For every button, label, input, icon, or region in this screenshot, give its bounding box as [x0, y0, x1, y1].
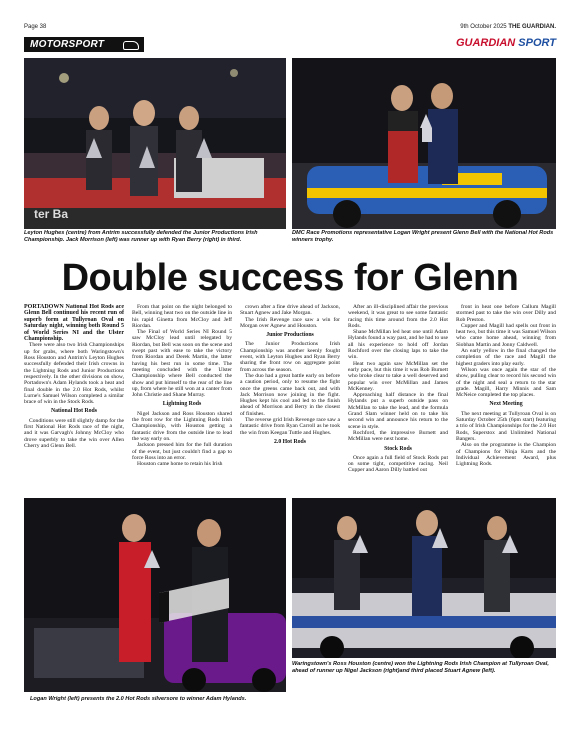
guardian-logo-word: GUARDIAN	[455, 37, 516, 49]
paragraph: Wilson was once again the star of the show, pulling clear to record his second win of the night and seal a return to the star grade. Magill, Harry Minnis and Sam McNeice completed the top places.	[456, 366, 556, 399]
paragraph: An early yellow in the final changed the completion of the race and Magill the highest graders into play early.	[456, 348, 556, 367]
paragraph: There were also two Irish Championships up for grabs, where both Waringstown's Ross Houston and Antrim's Leyton Hughes successfully defended their Irish crowns in the Lightning Rods and Junior Productions respectively. In the other divisions on show, Portadown's Adam Hylands took a heat and final double in the 2.0 Hot Rods, whilst Lurne's Samuel Wilson completed a similar brace of win in the Stock Rods.	[24, 342, 124, 406]
subhead-2-0-hot-rods: 2.0 Hot Rods	[273, 438, 307, 445]
photo-national-hot-rods-trophy	[292, 58, 556, 229]
caption-top-left: Leyton Hughes (centre) from Antrim successfully defended the Junior Productions Irish Championship. Jack Morrison (left) was runner up with Ryan Berry (right) in third.	[24, 230, 258, 243]
subhead-lightning-rods: Lightning Rods	[162, 401, 202, 408]
paragraph: front in heat one before Callum Magill stormed past to take the win over Dilly and Rob Preston.	[456, 304, 556, 323]
paragraph: Once again a full field of Stock Rods put on some tight, competitive racing. Neil Cupper and Aaron Dilly battled out	[348, 454, 448, 474]
paragraph: The Junior Productions Irish Championship was another keenly fought event, with Leyton Hughes and Ryan Berry sharing the front row on aggregate point from across the season.	[240, 341, 340, 373]
article-column-3	[240, 304, 340, 496]
page-number: Page 38	[24, 24, 47, 30]
paragraph: The Final of World Series NI Round 5 saw McCloy lead until relegated by Riordan, but Bell was soon on the scene and swept past with ease to take the victory from Riordan and Derek Martin, the latter having his best run in some time. The meeting concluded with the Ulster Championship where Bell conducted the show and put himself to the rear of the line up, from where he still won at a canter from John Christie and Shane Murray.	[132, 329, 232, 399]
issue-date: 9th October 2025	[460, 24, 507, 30]
motorsport-logo-text: MOTORSPORT	[30, 39, 105, 50]
paragraph: Approaching half distance in the final Hylands put a superb outside pass on McMillan to take the lead, and the formula Grand Slam winner held on to take his second win and announce his return to the scene in style.	[348, 392, 448, 430]
paper-name: THE GUARDIAN.	[508, 24, 556, 30]
car-icon	[123, 41, 139, 50]
article-column-1	[24, 304, 124, 496]
paragraph: After an ill-disciplined affair the previous weekend, it was great to see some fantastic racing this time around from the 2.0 Hot Rods.	[348, 304, 448, 329]
caption-top-right: DMC Race Promotions representative Logan Wright present Glenn Bell with the National Hot Rods winners trophy.	[292, 230, 554, 243]
photo-car-lettering: ter Ba	[34, 207, 69, 221]
photo-junior-productions-podium	[24, 58, 286, 229]
paragraph: Also on the programme is the Champion of Champions for Ninja Karts and the Individual Achievement Award, plus Lightning Rods.	[456, 442, 556, 468]
paragraph: Houston came home to retain his Irish	[137, 461, 223, 468]
paragraph: From that point on the night belonged to Bell, winning heat two on the outside line in his rapid Ginetta from McCloy and Jeff Riordan.	[132, 304, 232, 329]
paragraph: Nigel Jackson and Ross Houston shared the front row for the Lightning Rods Irish Championship, with Houston getting a fantastic drive from the outside line to lead the way early on.	[132, 410, 232, 442]
paragraph: The Irish Revenge race saw a win for Morgan over Agnew and Houston.	[240, 316, 340, 329]
sport-logo-word: SPORT	[518, 37, 556, 49]
article-column-5	[456, 304, 556, 496]
paragraph: Rochford, the impressive Burnett and McMillan were next home.	[348, 429, 448, 443]
caption-bottom-right: Waringstown's Ross Houston (centre) won the Lightning Rods Irish Champion at Tullyroan Oval, ahead of runner up Nigel Jackson (right)and third placed Stuart Agnew (left).	[292, 661, 549, 674]
article-column-2	[132, 304, 232, 496]
caption-bottom-left: Logan Wright (left) presents the 2.0 Hot Rods silversore to winner Adam Hylands.	[30, 696, 247, 702]
photo-2-0-hot-rods-presentation	[24, 498, 286, 692]
article-lead: PORTADOWN National Hot Rods ace Glenn Bell continued his recent run of superb form at Tullyroan Oval on Saturday night, winning both Round 5 of World Series NI and the Ulster Championship.	[24, 304, 124, 343]
paragraph: Shane McMillan led heat one until Adam Hylands found a way past, and he had to use all his experience to hold off Jordan Rochford over the closing laps to take the win.	[348, 329, 448, 361]
paragraph: Conditions were still slightly damp for the first National Hot Rods race of the night, and it was Garvagh's Johnny McCloy who drove superbly to take the win over Allen Cherry and Glenn Bell.	[24, 417, 124, 449]
section-banner	[24, 37, 556, 52]
header-dateline	[460, 24, 556, 30]
headline: Double success for Glenn	[61, 257, 519, 299]
subhead-next-meeting: Next Meeting	[489, 401, 523, 408]
subhead-junior-productions: Junior Productions	[266, 332, 314, 339]
paragraph: crown after a fine drive ahead of Jackson, Stuart Agnew and Jake Morgan.	[240, 304, 340, 317]
paragraph: Jackson pressed him for the full duration of the event, but just couldn't find a gap to force Ross into an error.	[132, 442, 232, 461]
paragraph: Heat two again saw McMillan set the early pace, but this time it was Rob Burnett who broke clear to take a well deserved and popular win over McMillan and James McKenney.	[348, 360, 448, 392]
paragraph: Cupper and Magill had spells out front in heat two, but this time it was Samuel Wilson who came home ahead, winning from Siobhan Martin and Jonny Caldwell.	[456, 322, 556, 348]
motorsport-logo	[24, 37, 144, 52]
paragraph: The next meeting at Tullyroan Oval is on Saturday October 25th (6pm start) featuring a trio of Irish Championships for the 2.0 Hot Rods, Superstox and Unlimited National Bangers.	[456, 410, 556, 442]
page-header	[24, 24, 556, 34]
article-body	[24, 304, 556, 496]
article-column-4	[348, 304, 448, 496]
subhead-stock-rods: Stock Rods	[384, 445, 412, 452]
guardian-sport-logo	[456, 37, 556, 49]
photo-lightning-rods-podium	[292, 498, 556, 658]
paragraph: The duo had a great battle early on before a caution period, only to resume the fight once the greens came back out, and with Jack Morrison now joining in the fight. Hughes kept his cool and led to the finish ahead of Morrison and Berry in the closest of finishes.	[240, 372, 340, 417]
subhead-national-hot-rods: National Hot Rods	[50, 408, 98, 415]
paragraph: The reverse grid Irish Revenge race saw a fantastic drive from Ryan Carroll as he took the win from Keegan Tuttle and Hughes.	[240, 417, 340, 436]
